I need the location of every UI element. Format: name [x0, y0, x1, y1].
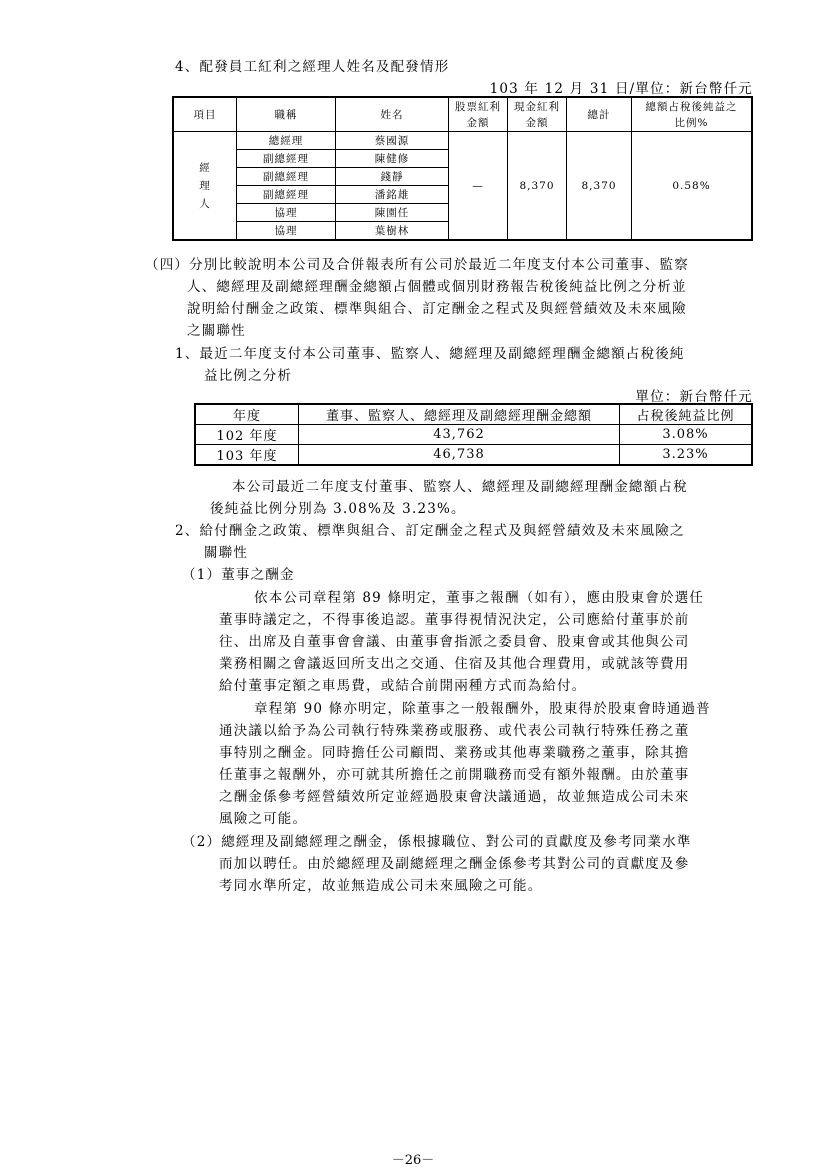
- name-cell: 葉樹林: [336, 222, 449, 241]
- name-cell: 陳園任: [336, 204, 449, 222]
- header-amount: 董事、監察人、總經理及副總經理酬金總額: [299, 404, 620, 425]
- para-1-line-5: 給付董事定額之車馬費，或結合前開兩種方式而為給付。: [219, 678, 587, 694]
- para-2-line-4: 任董事之報酬外，亦可就其所擔任之前開職務而受有額外報酬。由於董事: [219, 767, 690, 783]
- ratio-cell: 3.08%: [620, 425, 753, 445]
- title-cell: 總經理: [237, 132, 336, 150]
- para-2-line-3: 事特別之酬金。同時擔任公司顧問、業務或其他專業職務之董事，除其擔: [219, 745, 690, 761]
- subsection-1-line-2: 益比例之分析: [204, 368, 293, 384]
- ratio-cell: 0.58%: [632, 132, 753, 241]
- table-2-unit: 單位：新台幣仟元: [635, 389, 753, 405]
- cash-bonus-cell: 8,370: [508, 132, 567, 241]
- header-ratio: 占稅後純益比例: [620, 404, 753, 425]
- name-cell: 陳健修: [336, 150, 449, 168]
- title-cell: 副總經理: [237, 168, 336, 186]
- total-cell: 8,370: [567, 132, 632, 241]
- header-total: 總計: [567, 97, 632, 132]
- table-row: [195, 445, 752, 466]
- header-year: 年度: [195, 404, 299, 425]
- name-cell: 潘銘雄: [336, 186, 449, 204]
- amount-cell: 46,738: [299, 445, 620, 466]
- section-4-line-1: （四）分別比較說明本公司及合併報表所有公司於最近二年度支付本公司董事、監察: [145, 257, 689, 273]
- header-item: 項目: [173, 97, 237, 132]
- para-1-line-1: 依本公司章程第 89 條明定，董事之報酬（如有），應由股東會於選任: [254, 590, 705, 606]
- title-cell: 副總經理: [237, 186, 336, 204]
- para-2-line-6: 風險之可能。: [219, 811, 308, 827]
- page-number: －26－: [391, 1153, 435, 1168]
- table-row: [195, 425, 752, 445]
- section-4-line-2: 人、總經理及副總經理酬金總額占個體或個別財務報告稅後純益比例之分析並: [187, 279, 687, 295]
- manager-remuneration-line-1: （2）總經理及副總經理之酬金，係根據職位、對公司的貢獻度及參考同業水準: [182, 834, 692, 850]
- para-2-line-2: 通決議以給予為公司執行特殊業務或服務、或代表公司執行特殊任務之董: [219, 723, 690, 739]
- name-cell: 錢靜: [336, 168, 449, 186]
- name-cell: 蔡國源: [336, 132, 449, 150]
- para-1-line-4: 業務相關之會議返回所支出之交通、住宿及其他合理費用，或就該等費用: [219, 656, 690, 672]
- title-cell: 副總經理: [237, 150, 336, 168]
- section-4-line-3: 說明給付酬金之政策、標準與組合、訂定酬金之程式及與經營績效及未來風險: [187, 301, 687, 317]
- header-ratio: 總額占稅後純益之 比例%: [632, 97, 753, 132]
- year-cell: 102 年度: [195, 425, 299, 445]
- table-2-note-line-2: 後純益比例分別為 3.08%及 3.23%。: [210, 501, 466, 517]
- table-row: [173, 132, 752, 150]
- para-2-line-5: 之酬金係參考經營績效所定並經過股東會決議通過，故並無造成公司未來: [219, 789, 690, 805]
- manager-bonus-table: [172, 96, 753, 241]
- director-remuneration-heading: （1）董事之酬金: [182, 567, 295, 583]
- title-cell: 協理: [237, 204, 336, 222]
- ratio-cell: 3.23%: [620, 445, 753, 466]
- para-2-line-1: 章程第 90 條亦明定，除董事之一般報酬外，股東得於股東會時通過普: [254, 701, 711, 717]
- para-1-line-2: 董事時議定之，不得事後追認。董事得視情況決定，公司應給付董事於前: [219, 612, 690, 628]
- header-title: 職稱: [237, 97, 336, 132]
- section-4-line-4: 之關聯性: [187, 323, 246, 339]
- remuneration-ratio-table: [194, 403, 753, 466]
- table-2-note-line-1: 本公司最近二年度支付董事、監察人、總經理及副總經理酬金總額占稅: [232, 479, 688, 495]
- header-name: 姓名: [336, 97, 449, 132]
- para-1-line-3: 往、出席及自董事會會議、由董事會指派之委員會、股東會或其他與公司: [219, 634, 690, 650]
- subsection-2-line-2: 關聯性: [204, 545, 249, 561]
- item-cell: 經 理 人: [173, 132, 237, 241]
- title-cell: 協理: [237, 222, 336, 241]
- subsection-2-line-1: 2、給付酬金之政策、標準與組合、訂定酬金之程式及與經營績效及未來風險之: [175, 523, 685, 539]
- section-4-heading: 4、配發員工紅利之經理人姓名及配發情形: [175, 59, 450, 75]
- table-1-unit: 103 年 12 月 31 日/單位：新台幣仟元: [489, 81, 753, 97]
- header-stock-bonus: 股票紅利 金額: [449, 97, 508, 132]
- manager-remuneration-line-2: 而加以聘任。由於總經理及副總經理之酬金係參考其對公司的貢獻度及參: [219, 856, 690, 872]
- year-cell: 103 年度: [195, 445, 299, 466]
- subsection-1-line-1: 1、最近二年度支付本公司董事、監察人、總經理及副總經理酬金總額占稅後純: [175, 346, 685, 362]
- stock-bonus-cell: —: [449, 132, 508, 241]
- manager-remuneration-line-3: 考同水準所定，故並無造成公司未來風險之可能。: [219, 878, 543, 894]
- header-cash-bonus: 現金紅利 金額: [508, 97, 567, 132]
- amount-cell: 43,762: [299, 425, 620, 445]
